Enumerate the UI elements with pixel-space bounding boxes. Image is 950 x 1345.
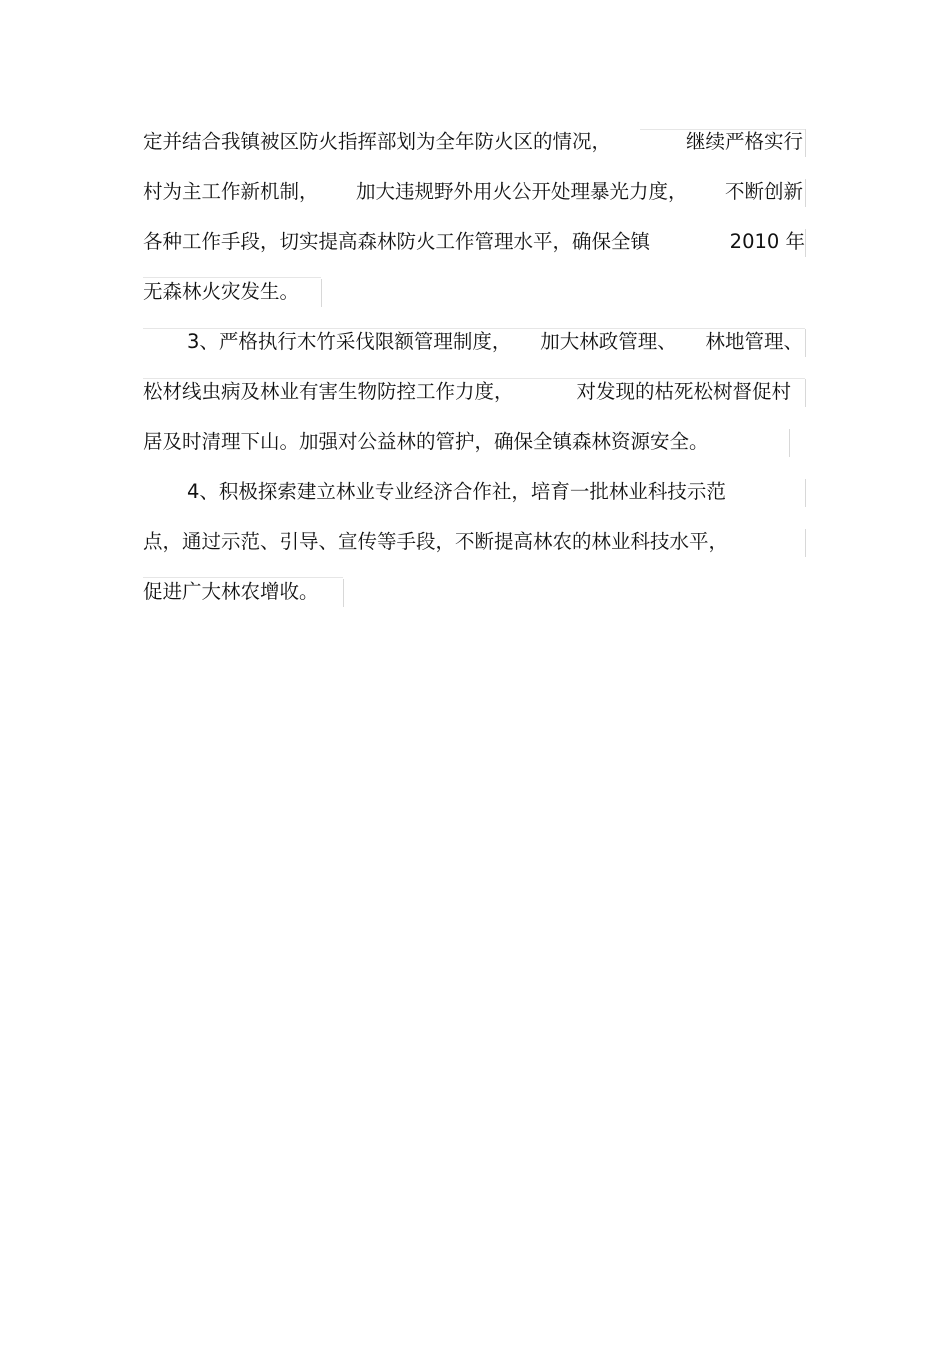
text-segment: 2010 年 [729,230,805,253]
table-border [143,378,805,379]
paragraph-1-line-2 [143,177,803,207]
paragraph-1-line-1 [143,127,803,157]
table-border [805,479,806,507]
table-border [640,129,805,130]
paragraph-3-line-1: 4、积极探索建立林业专业经济合作社，培育一批林业科技示范 [187,480,726,503]
paragraph-1-line-4: 无森林火灾发生。 [143,280,300,303]
text-segment: 不断创新 [724,180,803,203]
paragraph-3-line-2: 点，通过示范、引导、宣传等手段，不断提高林农的林业科技水平， [143,530,729,553]
table-border [805,379,806,407]
text-segment: 松材线虫病及林业有害生物防控工作力度， [143,380,514,403]
table-border [143,277,321,278]
text-segment: 3、严格执行木竹采伐限额管理制度， [187,330,512,353]
text-segment: 林地管理、 [705,330,803,353]
paragraph-1-line-3 [143,227,805,257]
table-border [143,577,343,578]
table-border [805,129,806,157]
table-border [321,279,322,307]
paragraph-2-line-3: 居及时清理下山。加强对公益林的管护，确保全镇森林资源安全。 [143,430,709,453]
text-segment: 加大违规野外用火公开处理暴光力度， [355,180,688,203]
text-segment: 加大林政管理、 [540,330,677,353]
paragraph-2-line-1 [187,327,803,357]
paragraph-3-line-3: 促进广大林农增收。 [143,580,319,603]
text-segment: 对发现的枯死松树督促村 [576,380,791,403]
table-border [805,179,806,207]
text-segment: 村为主工作新机制， [143,180,319,203]
text-segment: 继续严格实行 [685,130,803,153]
table-border [343,579,344,607]
table-border [805,329,806,357]
text-segment: 各种工作手段，切实提高森林防火工作管理水平，确保全镇 [143,230,651,253]
table-border [805,229,806,257]
table-border [805,529,806,557]
paragraph-2-line-2 [143,377,791,407]
text-segment: 定并结合我镇被区防火指挥部划为全年防火区的情况， [143,130,612,153]
table-border [789,429,790,457]
